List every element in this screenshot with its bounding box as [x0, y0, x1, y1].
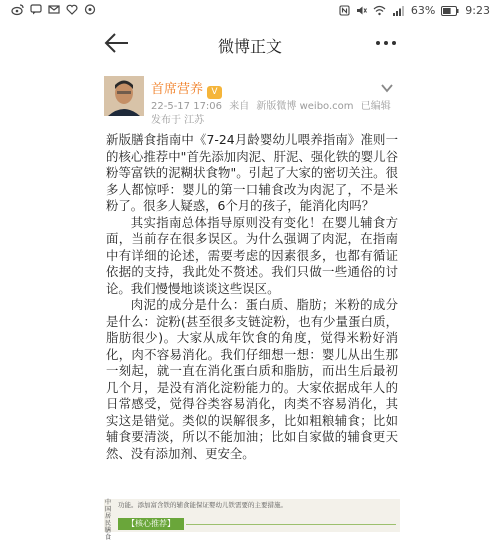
message-icon — [30, 4, 42, 15]
more-dot-icon — [392, 41, 396, 45]
battery-icon — [441, 6, 459, 16]
post-source-label: 来自 — [229, 101, 250, 112]
vip-badge-icon: V — [207, 86, 222, 99]
image-banner: 【核心推荐】 — [118, 518, 184, 530]
status-bar — [0, 0, 500, 22]
avatar[interactable] — [104, 76, 144, 116]
signal-icon — [392, 5, 405, 16]
battery-percent: 63% — [410, 4, 436, 17]
edited-label[interactable]: 已编辑 — [360, 101, 391, 112]
nfc-icon — [339, 5, 350, 16]
post-paragraph: 新版膳食指南中《7-24月龄婴幼儿喂养指南》准则一的核心推荐中"首先添加肉泥、肝泥、强化铁的婴儿谷粉等富铁的泥糊状食物"。引起了大家的密切关注。很多人都惊呼：婴儿的第一口辅食改为肉泥了，不是米粉了。很多人疑惑，6个月的孩子，能消化肉吗？ — [106, 132, 398, 213]
status-time: 9:23 — [465, 4, 490, 17]
page-title: 微博正文 — [217, 37, 282, 56]
status-right — [339, 4, 490, 17]
post-paragraph: 肉泥的成分是什么：蛋白质、脂肪；米粉的成分是什么：淀粉(甚至很多支链淀粉，也有少量蛋白质，脂肪很少)。大家从成年饮食的角度，觉得米粉好消化，肉不容易消化。我们仔细想一想：婴儿从出生那一刻起，就一直在消化蛋白质和脂肪，而出生后最初几个月，是没有消化淀粉能力的。大家依据成年人的日常感受，觉得谷类容易消化，肉类不容易消化，其实这是错觉。类似的误解很多，比如粗粮辅食；比如辅食要清淡，所以不能加油；比如自家做的辅食更天然、没有添加剂、更安全。 — [106, 297, 398, 461]
chevron-down-icon — [378, 81, 396, 95]
notification-icon — [84, 4, 96, 15]
email-icon — [48, 4, 60, 15]
post-date: 22-5-17 17:06 — [151, 101, 223, 112]
post-source[interactable]: 新版微博 weibo.com — [256, 101, 354, 112]
more-dot-icon — [376, 41, 380, 45]
post-location: 发布于 江苏 — [151, 115, 205, 126]
weibo-icon — [12, 4, 24, 15]
post-paragraph: 其实指南总体指导原则没有变化！在婴儿辅食方面，当前存在很多误区。为什么强调了肉泥，在指南中有详细的论述，需要考虑的因素很多，也都有循证依据的支持，我此处不赘述。我们只做一些通俗的讨论。我们慢慢地谈谈这些误区。 — [106, 214, 398, 296]
status-left-icons — [12, 4, 96, 15]
avatar-portrait-icon — [104, 76, 144, 116]
post-body — [106, 132, 398, 462]
image-side-text: 中国居民膳食 — [105, 499, 112, 541]
user-name[interactable] — [151, 78, 222, 99]
image-divider — [186, 524, 396, 525]
more-dot-icon — [384, 41, 388, 45]
post-meta — [151, 97, 395, 112]
follow-button[interactable] — [378, 80, 396, 94]
mute-icon — [356, 5, 367, 16]
nav-bar — [0, 22, 500, 66]
wifi-icon — [373, 5, 386, 16]
user-name-text: 首席营养 — [151, 82, 204, 97]
heart-icon — [66, 4, 78, 15]
post-image[interactable] — [104, 499, 400, 541]
image-caption: 功能。添加富含铁的辅食能保证婴幼儿铁需要的主要措施。 — [118, 501, 287, 509]
more-options-button[interactable] — [372, 32, 400, 54]
